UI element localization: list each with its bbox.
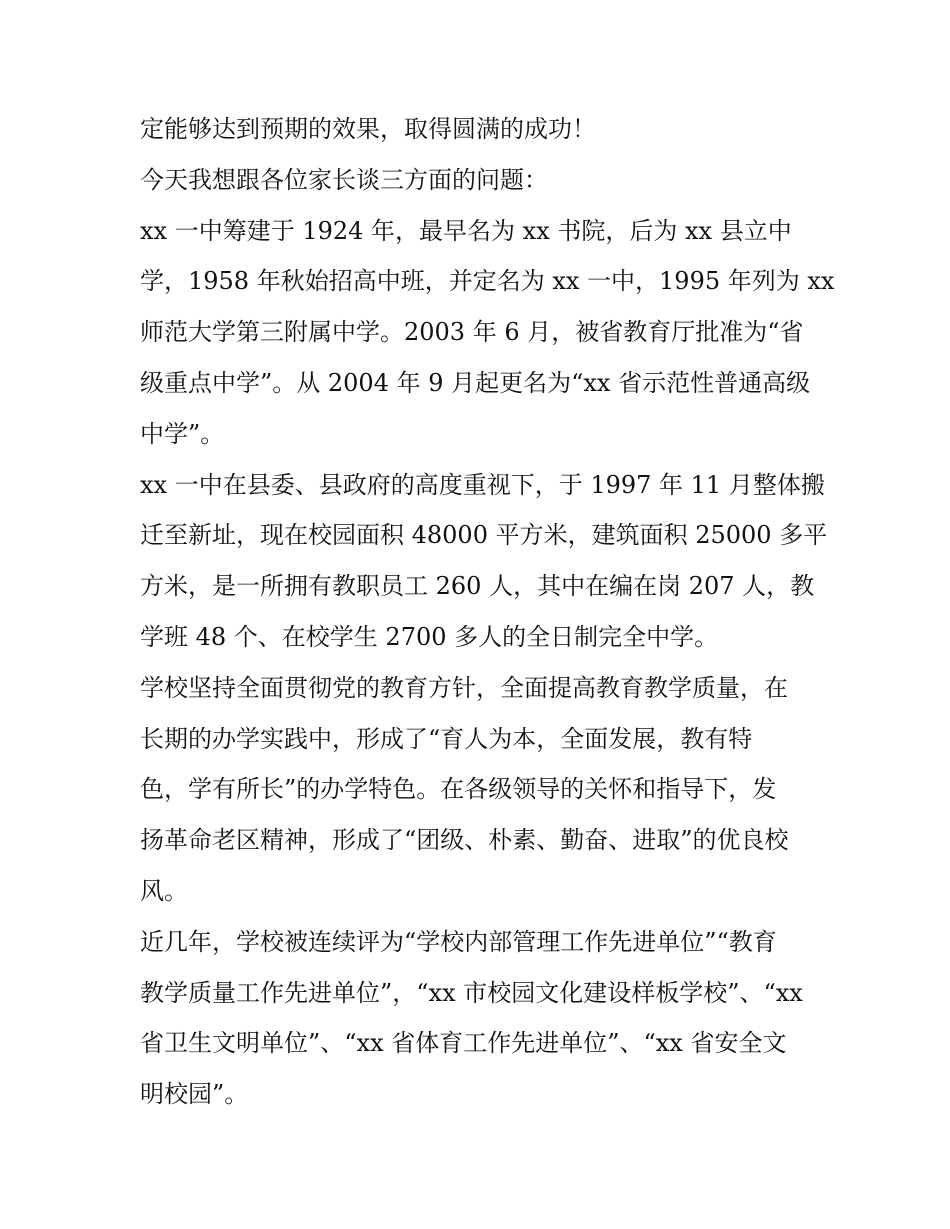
paragraph-campus-facts	[140, 460, 828, 663]
paragraph-school-history	[140, 206, 835, 460]
text-line: xx 一中在县委、县政府的高度重视下，于 1997 年 11 月整体搬	[140, 470, 825, 499]
paragraph-school-philosophy	[140, 663, 812, 917]
text-line: 色，学有所长”的办学特色。在各级领导的关怀和指导下，发	[140, 775, 777, 804]
text-line: 学班 48 个、在校学生 2700 多人的全日制完全中学。	[140, 622, 719, 651]
text-line: 教学质量工作先进单位”，“xx 市校园文化建设样板学校”、“xx	[140, 978, 803, 1007]
text-line: 扬革命老区精神，形成了“团级、朴素、勤奋、进取”的优良校	[140, 826, 789, 855]
paragraph-honors	[140, 917, 812, 1120]
text-line: 师范大学第三附属中学。2003 年 6 月，被省教育厅批准为“省	[140, 318, 804, 347]
text-line: 学校坚持全面贯彻党的教育方针，全面提高教育教学质量，在	[140, 673, 788, 702]
paragraph-closing-remark	[140, 104, 812, 155]
document-body	[140, 104, 835, 1120]
paragraph-intro	[140, 155, 812, 206]
text-line: 迁至新址，现在校园面积 48000 平方米，建筑面积 25000 多平	[140, 521, 828, 550]
text-line: 明校园”。	[140, 1080, 249, 1109]
text-line: xx 一中筹建于 1924 年，最早名为 xx 书院，后为 xx 县立中	[140, 216, 792, 245]
text-line: 学，1958 年秋始招高中班，并定名为 xx 一中，1995 年列为 xx	[140, 267, 835, 296]
text-line: 风。	[140, 876, 188, 905]
text-line: 省卫生文明单位”、“xx 省体育工作先进单位”、“xx 省安全文	[140, 1029, 787, 1058]
text-line: 定能够达到预期的效果，取得圆满的成功！	[140, 115, 596, 143]
text-line: 级重点中学”。从 2004 年 9 月起更名为“xx 省示范性普通高级	[140, 368, 811, 397]
text-line: 今天我想跟各位家长谈三方面的问题：	[140, 165, 548, 194]
text-line: 方米，是一所拥有教职员工 260 人，其中在编在岗 207 人，教	[140, 572, 815, 601]
text-line: 中学”。	[140, 419, 225, 448]
text-line: 近几年，学校被连续评为“学校内部管理工作先进单位”“教育	[140, 927, 777, 956]
text-line: 长期的办学实践中，形成了“育人为本，全面发展，教有特	[140, 724, 753, 753]
